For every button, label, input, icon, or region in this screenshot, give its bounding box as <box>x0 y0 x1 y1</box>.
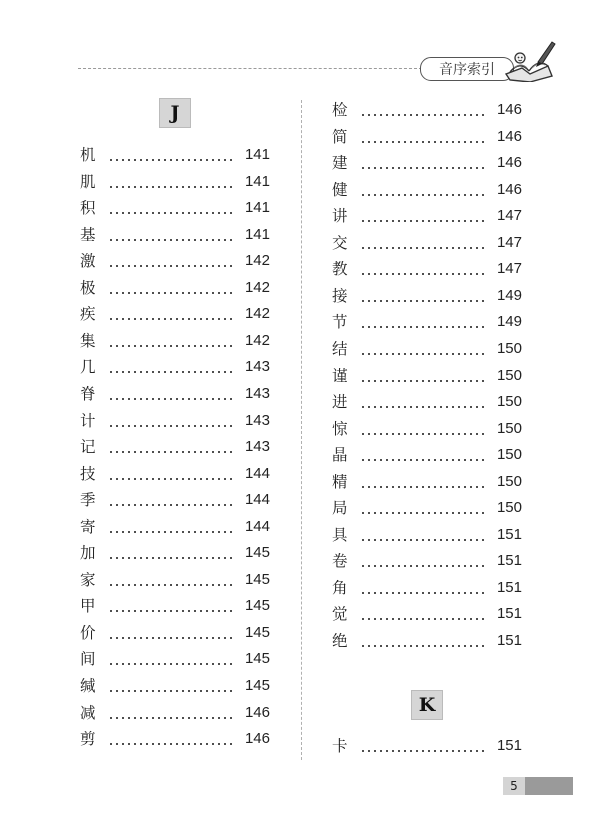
dot-leader <box>360 283 484 309</box>
dot-leader <box>108 195 232 221</box>
index-entry <box>332 150 522 176</box>
index-entry <box>80 620 270 646</box>
entry-page-number: 145 <box>244 623 270 641</box>
index-entry <box>80 381 270 407</box>
entry-page-number: 150 <box>496 499 522 517</box>
entry-page-number: 143 <box>244 411 270 429</box>
dot-leader <box>360 548 484 574</box>
index-entry <box>332 203 522 229</box>
index-entry <box>332 97 522 123</box>
entry-page-number: 144 <box>244 491 270 509</box>
entry-character: 接 <box>332 286 348 305</box>
entry-page-number: 143 <box>244 358 270 376</box>
entry-character: 肌 <box>80 172 96 191</box>
index-entry <box>332 628 522 654</box>
entry-page-number: 151 <box>496 632 522 649</box>
index-entry <box>332 283 522 309</box>
dot-leader <box>108 700 232 726</box>
dot-leader <box>360 733 484 759</box>
entry-page-number: 145 <box>244 544 270 562</box>
entry-character: 卷 <box>332 552 348 571</box>
entry-page-number: 142 <box>244 331 270 349</box>
index-entry <box>80 275 270 301</box>
entry-character: 计 <box>80 411 96 430</box>
entry-page-number: 150 <box>496 366 522 384</box>
entry-page-number: 141 <box>244 199 270 217</box>
section-letter-k: K <box>411 690 443 720</box>
entry-character: 剪 <box>80 730 96 749</box>
dot-leader <box>360 256 484 282</box>
index-entry <box>80 514 270 540</box>
entry-character: 间 <box>80 650 96 669</box>
index-entry <box>80 726 270 752</box>
dot-leader <box>108 301 232 327</box>
entry-character: 加 <box>80 544 96 563</box>
dot-leader <box>108 142 232 168</box>
entry-character: 极 <box>80 278 96 297</box>
entry-character: 具 <box>332 525 348 544</box>
entry-character: 甲 <box>80 597 96 616</box>
index-entry <box>80 195 270 221</box>
index-entry <box>332 601 522 627</box>
entry-page-number: 146 <box>496 127 522 145</box>
entry-character: 激 <box>80 252 96 271</box>
dot-leader <box>108 328 232 354</box>
entry-character: 疾 <box>80 305 96 324</box>
index-entry <box>80 222 270 248</box>
index-entry <box>80 646 270 672</box>
index-entry <box>332 309 522 335</box>
entry-character: 教 <box>332 260 348 279</box>
index-entry <box>332 256 522 282</box>
index-entry <box>332 416 522 442</box>
entry-page-number: 147 <box>496 207 522 225</box>
entry-page-number: 146 <box>496 101 522 118</box>
index-entry <box>80 169 270 195</box>
dot-leader <box>360 416 484 442</box>
column-divider <box>301 100 302 760</box>
entry-character: 交 <box>332 233 348 252</box>
dot-leader <box>360 469 484 495</box>
entry-page-number: 150 <box>496 446 522 464</box>
entry-page-number: 142 <box>244 252 270 270</box>
dot-leader <box>108 248 232 274</box>
entry-page-number: 146 <box>496 180 522 198</box>
dot-leader <box>108 354 232 380</box>
dot-leader <box>360 177 484 203</box>
header-dashed-rule <box>78 68 422 69</box>
index-entry <box>332 363 522 389</box>
index-entry <box>80 461 270 487</box>
dot-leader <box>360 309 484 335</box>
dot-leader <box>108 275 232 301</box>
index-entry <box>80 673 270 699</box>
entry-page-number: 150 <box>496 472 522 490</box>
entry-character: 脊 <box>80 384 96 403</box>
entry-page-number: 145 <box>244 677 270 694</box>
entry-page-number: 149 <box>496 313 522 331</box>
entry-page-number: 141 <box>244 146 270 163</box>
dot-leader <box>360 124 484 150</box>
entry-character: 减 <box>80 703 96 722</box>
open-book-icon <box>500 38 558 82</box>
dot-leader <box>360 230 484 256</box>
entry-character: 建 <box>332 154 348 173</box>
entry-page-number: 146 <box>244 730 270 748</box>
dot-leader <box>360 336 484 362</box>
entry-character: 惊 <box>332 419 348 438</box>
entry-character: 基 <box>80 225 96 244</box>
index-entry <box>332 230 522 256</box>
entry-character: 寄 <box>80 517 96 536</box>
index-entry <box>80 487 270 513</box>
entry-page-number: 143 <box>244 438 270 456</box>
dot-leader <box>108 487 232 513</box>
entry-page-number: 151 <box>496 737 522 754</box>
entry-page-number: 144 <box>244 464 270 482</box>
page-number: 5 <box>503 777 525 795</box>
entry-character: 健 <box>332 180 348 199</box>
dot-leader <box>360 363 484 389</box>
index-entry <box>80 700 270 726</box>
index-entry <box>332 575 522 601</box>
entry-page-number: 143 <box>244 384 270 402</box>
dot-leader <box>360 495 484 521</box>
dot-leader <box>360 389 484 415</box>
dot-leader <box>360 97 484 123</box>
entry-character: 晶 <box>332 446 348 465</box>
entry-page-number: 151 <box>496 578 522 596</box>
entry-character: 节 <box>332 313 348 332</box>
dot-leader <box>108 593 232 619</box>
entry-character: 几 <box>80 358 96 377</box>
entry-page-number: 150 <box>496 339 522 357</box>
index-entry <box>332 336 522 362</box>
dot-leader <box>108 673 232 699</box>
dot-leader <box>108 726 232 752</box>
entry-character: 精 <box>332 472 348 491</box>
entry-page-number: 151 <box>496 605 522 623</box>
entry-page-number: 151 <box>496 552 522 570</box>
entry-character: 谨 <box>332 366 348 385</box>
entry-page-number: 142 <box>244 278 270 296</box>
index-entry <box>80 593 270 619</box>
index-entry <box>332 733 522 759</box>
dot-leader <box>108 408 232 434</box>
index-entry <box>332 442 522 468</box>
entry-page-number: 147 <box>496 233 522 251</box>
entry-character: 积 <box>80 199 96 218</box>
entry-page-number: 145 <box>244 650 270 668</box>
entry-character: 讲 <box>332 207 348 226</box>
entry-page-number: 144 <box>244 517 270 535</box>
entry-character: 绝 <box>332 632 348 650</box>
entry-character: 记 <box>80 438 96 457</box>
entry-character: 技 <box>80 464 96 483</box>
entry-page-number: 150 <box>496 393 522 411</box>
entry-character: 季 <box>80 491 96 510</box>
entry-page-number: 145 <box>244 570 270 588</box>
entry-character: 局 <box>332 499 348 518</box>
entry-page-number: 145 <box>244 597 270 615</box>
dot-leader <box>360 522 484 548</box>
index-entry <box>332 495 522 521</box>
index-entry <box>332 177 522 203</box>
entry-character: 觉 <box>332 605 348 624</box>
index-entry <box>80 142 270 168</box>
dot-leader <box>360 150 484 176</box>
entry-page-number: 141 <box>244 172 270 190</box>
dot-leader <box>108 169 232 195</box>
entry-character: 角 <box>332 578 348 597</box>
entry-page-number: 147 <box>496 260 522 278</box>
entry-character: 价 <box>80 623 96 642</box>
dot-leader <box>108 461 232 487</box>
index-entry <box>80 301 270 327</box>
dot-leader <box>360 628 484 654</box>
entry-character: 检 <box>332 101 348 119</box>
dot-leader <box>360 575 484 601</box>
dot-leader <box>108 567 232 593</box>
entry-page-number: 151 <box>496 525 522 543</box>
entry-character: 简 <box>332 127 348 146</box>
entry-character: 集 <box>80 331 96 350</box>
index-entry <box>80 434 270 460</box>
entry-page-number: 146 <box>244 703 270 721</box>
section-letter-j: J <box>159 98 191 128</box>
index-entry <box>332 469 522 495</box>
entry-page-number: 146 <box>496 154 522 172</box>
entry-page-number: 150 <box>496 419 522 437</box>
entry-character: 卡 <box>332 737 348 755</box>
index-entry <box>80 567 270 593</box>
entry-character: 家 <box>80 570 96 589</box>
index-entry <box>332 124 522 150</box>
dot-leader <box>108 434 232 460</box>
entry-character: 缄 <box>80 677 96 695</box>
dot-leader <box>108 620 232 646</box>
dot-leader <box>108 381 232 407</box>
entry-page-number: 149 <box>496 286 522 304</box>
entry-character: 结 <box>332 339 348 358</box>
dot-leader <box>108 540 232 566</box>
entry-character: 进 <box>332 393 348 412</box>
index-entry <box>80 540 270 566</box>
index-entry <box>332 522 522 548</box>
index-entry <box>332 389 522 415</box>
entry-page-number: 142 <box>244 305 270 323</box>
page-number-bar <box>525 777 573 795</box>
index-entry <box>80 408 270 434</box>
index-title: 音序索引 <box>439 62 495 78</box>
dot-leader <box>360 203 484 229</box>
dot-leader <box>360 601 484 627</box>
index-entry <box>332 548 522 574</box>
dot-leader <box>108 646 232 672</box>
entry-character: 机 <box>80 146 96 164</box>
index-entry <box>80 248 270 274</box>
index-entry <box>80 354 270 380</box>
dot-leader <box>108 514 232 540</box>
dot-leader <box>360 442 484 468</box>
dot-leader <box>108 222 232 248</box>
index-entry <box>80 328 270 354</box>
entry-page-number: 141 <box>244 225 270 243</box>
